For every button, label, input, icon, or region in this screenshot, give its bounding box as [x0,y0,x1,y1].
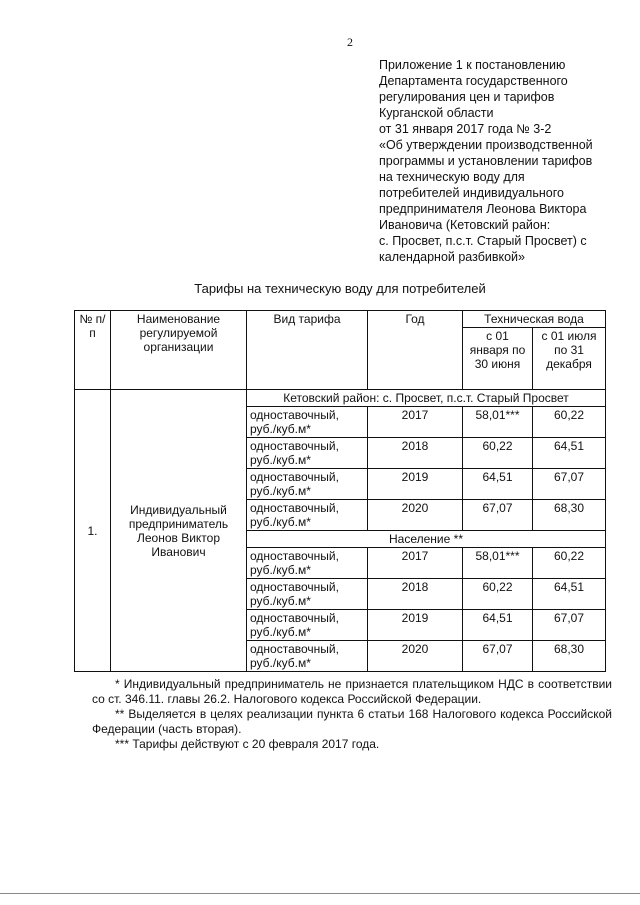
scan-edge-line [0,893,640,894]
header-period-1: с 01 января по 30 июня [463,328,533,390]
cell-year: 2020 [368,641,463,672]
cell-period-2: 60,22 [533,407,606,438]
cell-period-1: 67,07 [463,641,533,672]
cell-period-1: 58,01*** [463,548,533,579]
cell-tariff-type: одноставочный, руб./куб.м* [247,407,368,438]
appendix-line: предпринимателя Леонова Виктора [379,202,587,216]
cell-year: 2017 [368,548,463,579]
cell-tariff-type: одноставочный, руб./куб.м* [247,641,368,672]
footnotes [92,677,612,752]
cell-period-1: 58,01*** [463,407,533,438]
cell-tariff-type: одноставочный, руб./куб.м* [247,500,368,531]
appendix-line: от 31 января 2017 года № 3-2 [379,122,552,136]
cell-period-2: 60,22 [533,548,606,579]
organization-name: Индивидуальный предприниматель Леонов Виктор Иванович [111,390,247,672]
cell-period-1: 67,07 [463,500,533,531]
appendix-line: Департамента государственного [379,74,568,88]
table-header-row [75,311,606,328]
cell-year: 2017 [368,407,463,438]
header-period-2: с 01 июля по 31 декабря [533,328,606,390]
cell-period-1: 60,22 [463,438,533,469]
cell-period-1: 60,22 [463,579,533,610]
appendix-line: Приложение 1 к постановлению [379,58,566,72]
header-organization: Наименование регулируемой организации [111,311,247,390]
cell-tariff-type: одноставочный, руб./куб.м* [247,610,368,641]
cell-year: 2018 [368,579,463,610]
cell-year: 2020 [368,500,463,531]
appendix-line: Курганской области [379,106,494,120]
appendix-line: с. Просвет, п.с.т. Старый Просвет) с [379,234,587,248]
page-number: 2 [347,35,353,49]
group-title: Население ** [247,531,606,548]
cell-year: 2018 [368,438,463,469]
appendix-line: календарной разбивкой» [379,250,525,264]
cell-period-2: 64,51 [533,579,606,610]
table-title: Тарифы на техническую воду для потребителей [194,281,486,296]
cell-tariff-type: одноставочный, руб./куб.м* [247,438,368,469]
appendix-line: регулирования цен и тарифов [379,90,555,104]
cell-tariff-type: одноставочный, руб./куб.м* [247,548,368,579]
appendix-line: программы и установлении тарифов [379,154,593,168]
tariff-table [74,310,606,672]
appendix-header [379,57,619,265]
header-num: № п/п [75,311,111,390]
group-title-row [75,390,606,407]
cell-period-1: 64,51 [463,469,533,500]
cell-period-2: 68,30 [533,500,606,531]
appendix-line: на техническую воду для [379,170,525,184]
row-number: 1. [75,390,111,672]
group-title: Кетовский район: с. Просвет, п.с.т. Старый Просвет [247,390,606,407]
header-tariff-type: Вид тарифа [247,311,368,390]
cell-year: 2019 [368,469,463,500]
appendix-line: потребителей индивидуального [379,186,564,200]
cell-period-1: 64,51 [463,610,533,641]
appendix-line: «Об утверждении производственной [379,138,593,152]
cell-period-2: 67,07 [533,469,606,500]
cell-year: 2019 [368,610,463,641]
header-year: Год [368,311,463,390]
cell-period-2: 64,51 [533,438,606,469]
footnote-vat: * Индивидуальный предприниматель не признается плательщиком НДС в соответствии со ст. 346.11. главы 26.2. Налогового кодекса Российской Федерации. [92,677,612,706]
appendix-line: Ивановича (Кетовский район: [379,218,551,232]
footnote-effective-date: *** Тарифы действуют с 20 февраля 2017 года. [115,737,380,751]
footnote-population: ** Выделяется в целях реализации пункта 6 статьи 168 Налогового кодекса Российской Федерации (часть вторая). [92,707,612,736]
cell-period-2: 67,07 [533,610,606,641]
cell-tariff-type: одноставочный, руб./куб.м* [247,579,368,610]
cell-period-2: 68,30 [533,641,606,672]
header-technical-water: Техническая вода [463,311,606,328]
cell-tariff-type: одноставочный, руб./куб.м* [247,469,368,500]
